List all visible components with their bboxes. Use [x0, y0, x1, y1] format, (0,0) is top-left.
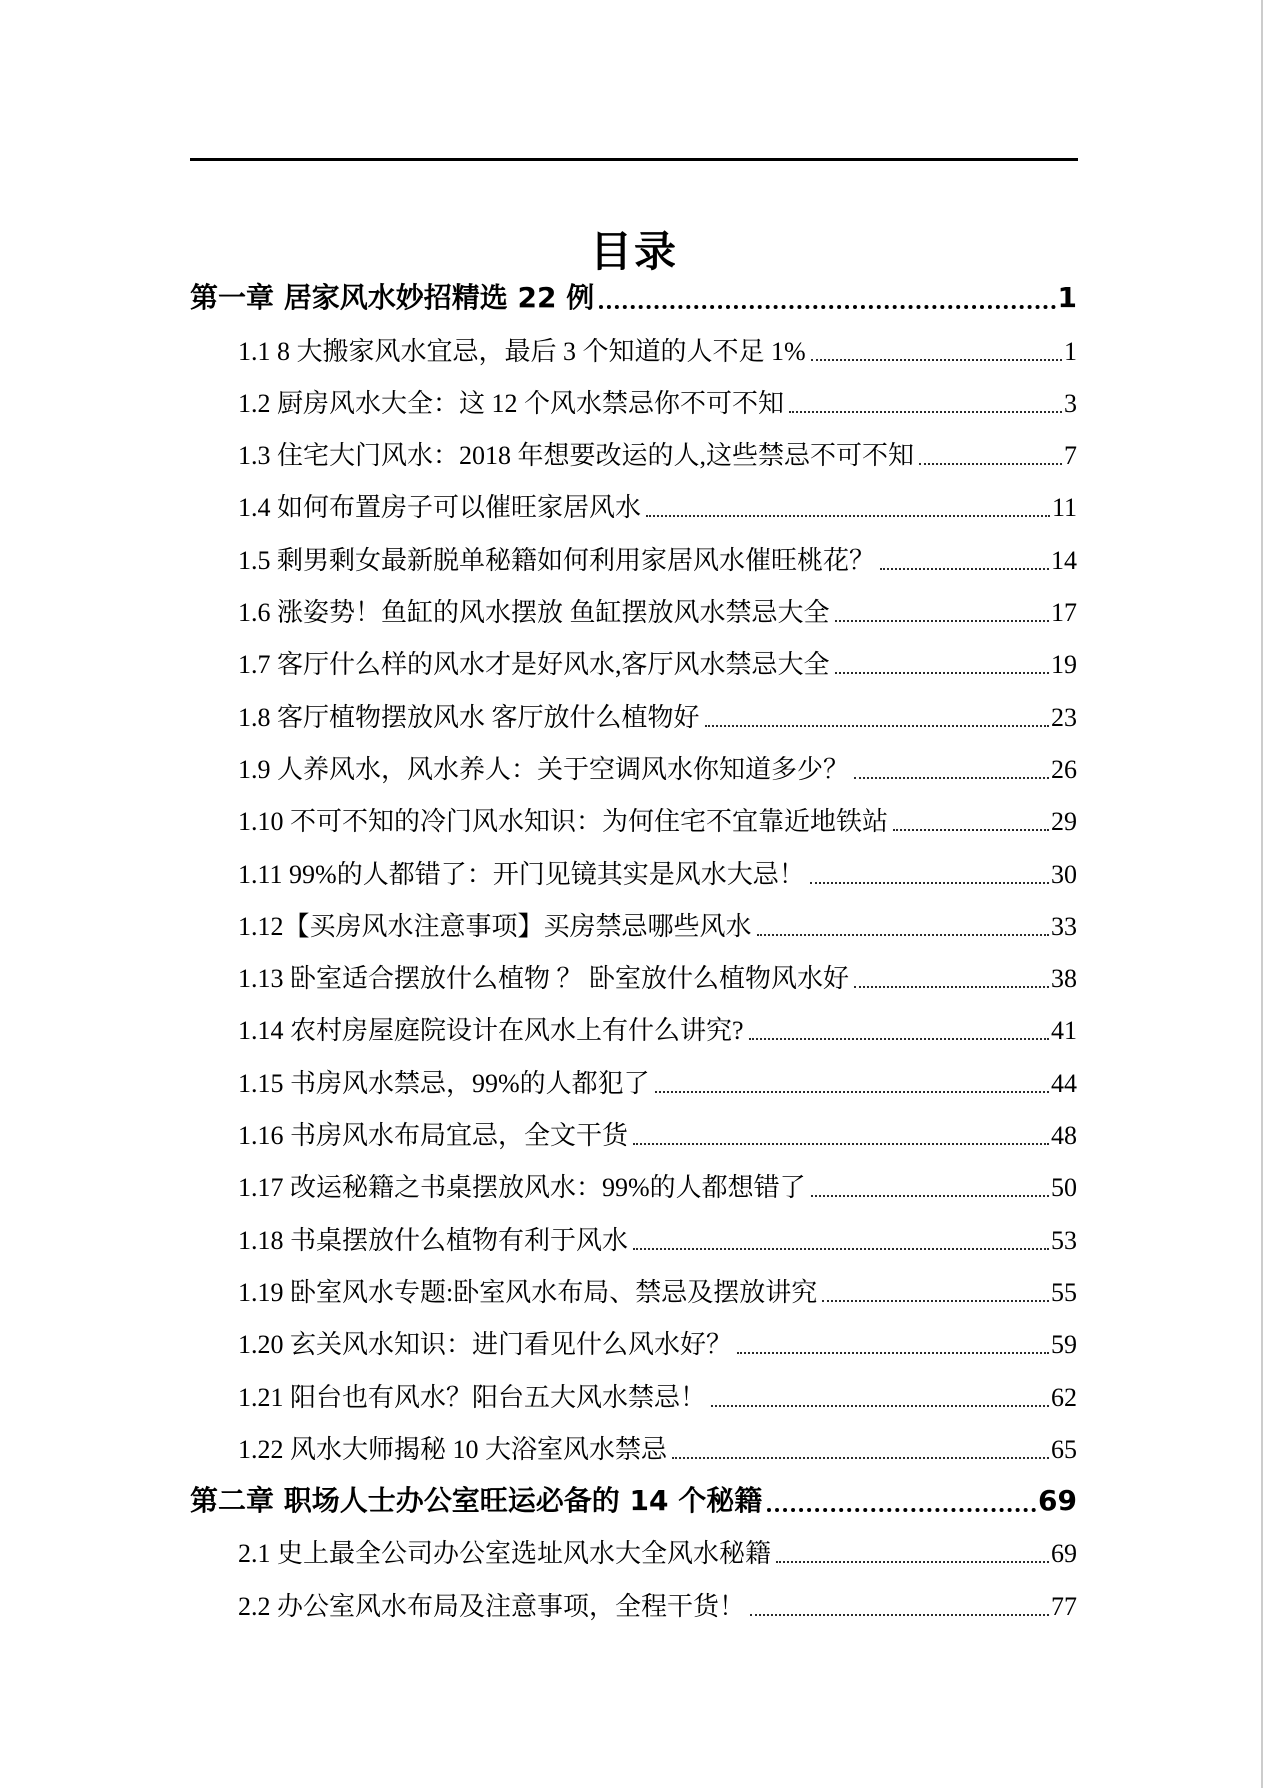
toc-entry-page: 19 — [1051, 650, 1077, 680]
toc-entry[interactable] — [190, 321, 1077, 373]
toc-entry-page: 26 — [1051, 754, 1077, 784]
toc-entry-page: 17 — [1051, 598, 1077, 628]
toc-entry[interactable] — [190, 949, 1077, 1001]
toc-entry-label: 1.8 客厅植物摆放风水 客厅放什么植物好 — [238, 702, 700, 732]
toc-leader-dots — [633, 1248, 1049, 1250]
toc-leader-dots — [655, 1091, 1049, 1093]
toc-entry-page: 7 — [1064, 441, 1077, 471]
toc-leader-dots — [757, 934, 1049, 936]
toc-entry-page: 11 — [1051, 493, 1077, 523]
toc-entry-page: 29 — [1051, 807, 1077, 837]
toc-entry-label: 1.14 农村房屋庭院设计在风水上有什么讲究? — [238, 1016, 744, 1046]
toc-entry-label: 第二章 职场人士办公室旺运必备的 14 个秘籍 — [190, 1484, 763, 1518]
toc-entry-page: 3 — [1064, 388, 1077, 418]
toc-entry-label: 第一章 居家风水妙招精选 22 例 — [190, 281, 595, 315]
toc-leader-dots — [811, 1195, 1049, 1197]
toc-entry-page: 38 — [1051, 964, 1077, 994]
toc-leader-dots — [854, 777, 1049, 779]
toc-entry[interactable] — [190, 897, 1077, 949]
toc-entry-label: 1.19 卧室风水专题:卧室风水布局、禁忌及摆放讲究 — [238, 1277, 818, 1307]
toc-leader-dots — [646, 515, 1050, 517]
toc-entry[interactable] — [190, 740, 1077, 792]
toc-leader-dots — [711, 1405, 1049, 1407]
toc-entry[interactable] — [190, 1367, 1077, 1419]
toc-entry-label: 1.12【买房风水注意事项】买房禁忌哪些风水 — [238, 911, 752, 941]
toc-leader-dots — [835, 672, 1049, 674]
toc-list — [190, 269, 1077, 1629]
toc-entry-label: 1.15 书房风水禁忌，99%的人都犯了 — [238, 1068, 650, 1098]
toc-entry[interactable] — [190, 478, 1077, 530]
toc-entry[interactable] — [190, 1420, 1077, 1472]
toc-leader-dots — [811, 359, 1062, 361]
toc-entry[interactable] — [190, 1158, 1077, 1210]
toc-entry[interactable] — [190, 426, 1077, 478]
toc-entry[interactable] — [190, 1315, 1077, 1367]
toc-entry[interactable] — [190, 687, 1077, 739]
toc-leader-dots — [767, 1508, 1036, 1512]
toc-leader-dots — [633, 1143, 1049, 1145]
toc-entry-label: 1.9 人养风水，风水养人：关于空调风水你知道多少？ — [238, 754, 850, 784]
toc-entry[interactable] — [190, 530, 1077, 582]
toc-leader-dots — [599, 305, 1055, 309]
toc-entry-page: 14 — [1051, 545, 1077, 575]
toc-entry-label: 1.16 书房风水布局宜忌，全文干货 — [238, 1121, 629, 1151]
toc-entry[interactable] — [190, 635, 1077, 687]
toc-leader-dots — [810, 882, 1049, 884]
toc-leader-dots — [672, 1457, 1049, 1459]
toc-leader-dots — [893, 829, 1049, 831]
toc-entry[interactable] — [190, 1576, 1077, 1628]
toc-entry[interactable] — [190, 374, 1077, 426]
toc-leader-dots — [750, 1614, 1049, 1616]
toc-entry-page: 59 — [1051, 1330, 1077, 1360]
toc-leader-dots — [880, 568, 1049, 570]
toc-entry[interactable] — [190, 1524, 1077, 1576]
toc-entry-label: 1.21 阳台也有风水？阳台五大风水禁忌！ — [238, 1382, 707, 1412]
toc-leader-dots — [737, 1352, 1049, 1354]
toc-leader-dots — [776, 1561, 1049, 1563]
toc-entry-label: 1.5 剩男剩女最新脱单秘籍如何利用家居风水催旺桃花？ — [238, 545, 876, 575]
toc-entry-page: 1 — [1057, 281, 1077, 315]
toc-entry[interactable] — [190, 1472, 1077, 1524]
toc-entry-label: 1.2 厨房风水大全：这 12 个风水禁忌你不可不知 — [238, 388, 785, 418]
toc-entry-label: 1.4 如何布置房子可以催旺家居风水 — [238, 493, 642, 523]
toc-entry-label: 1.22 风水大师揭秘 10 大浴室风水禁忌 — [238, 1434, 668, 1464]
toc-entry-label: 1.20 玄关风水知识：进门看见什么风水好？ — [238, 1330, 733, 1360]
toc-entry[interactable] — [190, 1106, 1077, 1158]
toc-entry[interactable] — [190, 1053, 1077, 1105]
toc-entry-label: 1.17 改运秘籍之书桌摆放风水：99%的人都想错了 — [238, 1173, 806, 1203]
toc-entry-label: 2.1 史上最全公司办公室选址风水大全风水秘籍 — [238, 1539, 772, 1569]
toc-leader-dots — [919, 463, 1062, 465]
toc-leader-dots — [749, 1038, 1049, 1040]
toc-entry-label: 2.2 办公室风水布局及注意事项，全程干货！ — [238, 1591, 746, 1621]
toc-entry-label: 1.7 客厅什么样的风水才是好风水,客厅风水禁忌大全 — [238, 650, 830, 680]
toc-entry[interactable] — [190, 1263, 1077, 1315]
toc-leader-dots — [822, 1300, 1049, 1302]
toc-entry[interactable] — [190, 269, 1077, 321]
toc-entry-page: 69 — [1038, 1484, 1077, 1518]
toc-entry-page: 65 — [1051, 1434, 1077, 1464]
toc-entry-page: 77 — [1051, 1591, 1077, 1621]
header-rule — [190, 158, 1078, 161]
toc-entry-page: 23 — [1051, 702, 1077, 732]
toc-entry-page: 53 — [1051, 1225, 1077, 1255]
toc-entry-label: 1.6 涨姿势！鱼缸的风水摆放 鱼缸摆放风水禁忌大全 — [238, 598, 830, 628]
toc-entry-page: 44 — [1051, 1068, 1077, 1098]
toc-entry-page: 30 — [1051, 859, 1077, 889]
toc-leader-dots — [789, 411, 1062, 413]
toc-entry[interactable] — [190, 1001, 1077, 1053]
toc-entry-page: 55 — [1051, 1277, 1077, 1307]
toc-entry[interactable] — [190, 844, 1077, 896]
toc-leader-dots — [705, 725, 1049, 727]
toc-entry-label: 1.18 书桌摆放什么植物有利于风水 — [238, 1225, 629, 1255]
toc-entry-page: 33 — [1051, 911, 1077, 941]
toc-leader-dots — [835, 620, 1049, 622]
page-edge-line — [1261, 0, 1263, 1788]
toc-entry-label: 1.11 99%的人都错了：开门见镜其实是风水大忌！ — [238, 859, 805, 889]
toc-entry-label: 1.1 8 大搬家风水宜忌，最后 3 个知道的人不足 1% — [238, 336, 806, 366]
toc-entry-page: 41 — [1051, 1016, 1077, 1046]
toc-entry[interactable] — [190, 583, 1077, 635]
toc-entry-page: 50 — [1051, 1173, 1077, 1203]
toc-entry-label: 1.13 卧室适合摆放什么植物 ？ 卧室放什么植物风水好 — [238, 964, 850, 994]
page-title: 目录 — [589, 227, 678, 277]
toc-entry-label: 1.10 不可不知的冷门风水知识：为何住宅不宜靠近地铁站 — [238, 807, 889, 837]
toc-entry[interactable] — [190, 792, 1077, 844]
toc-entry-page: 48 — [1051, 1121, 1077, 1151]
toc-entry[interactable] — [190, 1210, 1077, 1262]
toc-entry-page: 62 — [1051, 1382, 1077, 1412]
toc-leader-dots — [854, 986, 1049, 988]
toc-entry-page: 69 — [1051, 1539, 1077, 1569]
toc-entry-page: 1 — [1064, 336, 1077, 366]
toc-entry-label: 1.3 住宅大门风水：2018 年想要改运的人,这些禁忌不可不知 — [238, 441, 915, 471]
